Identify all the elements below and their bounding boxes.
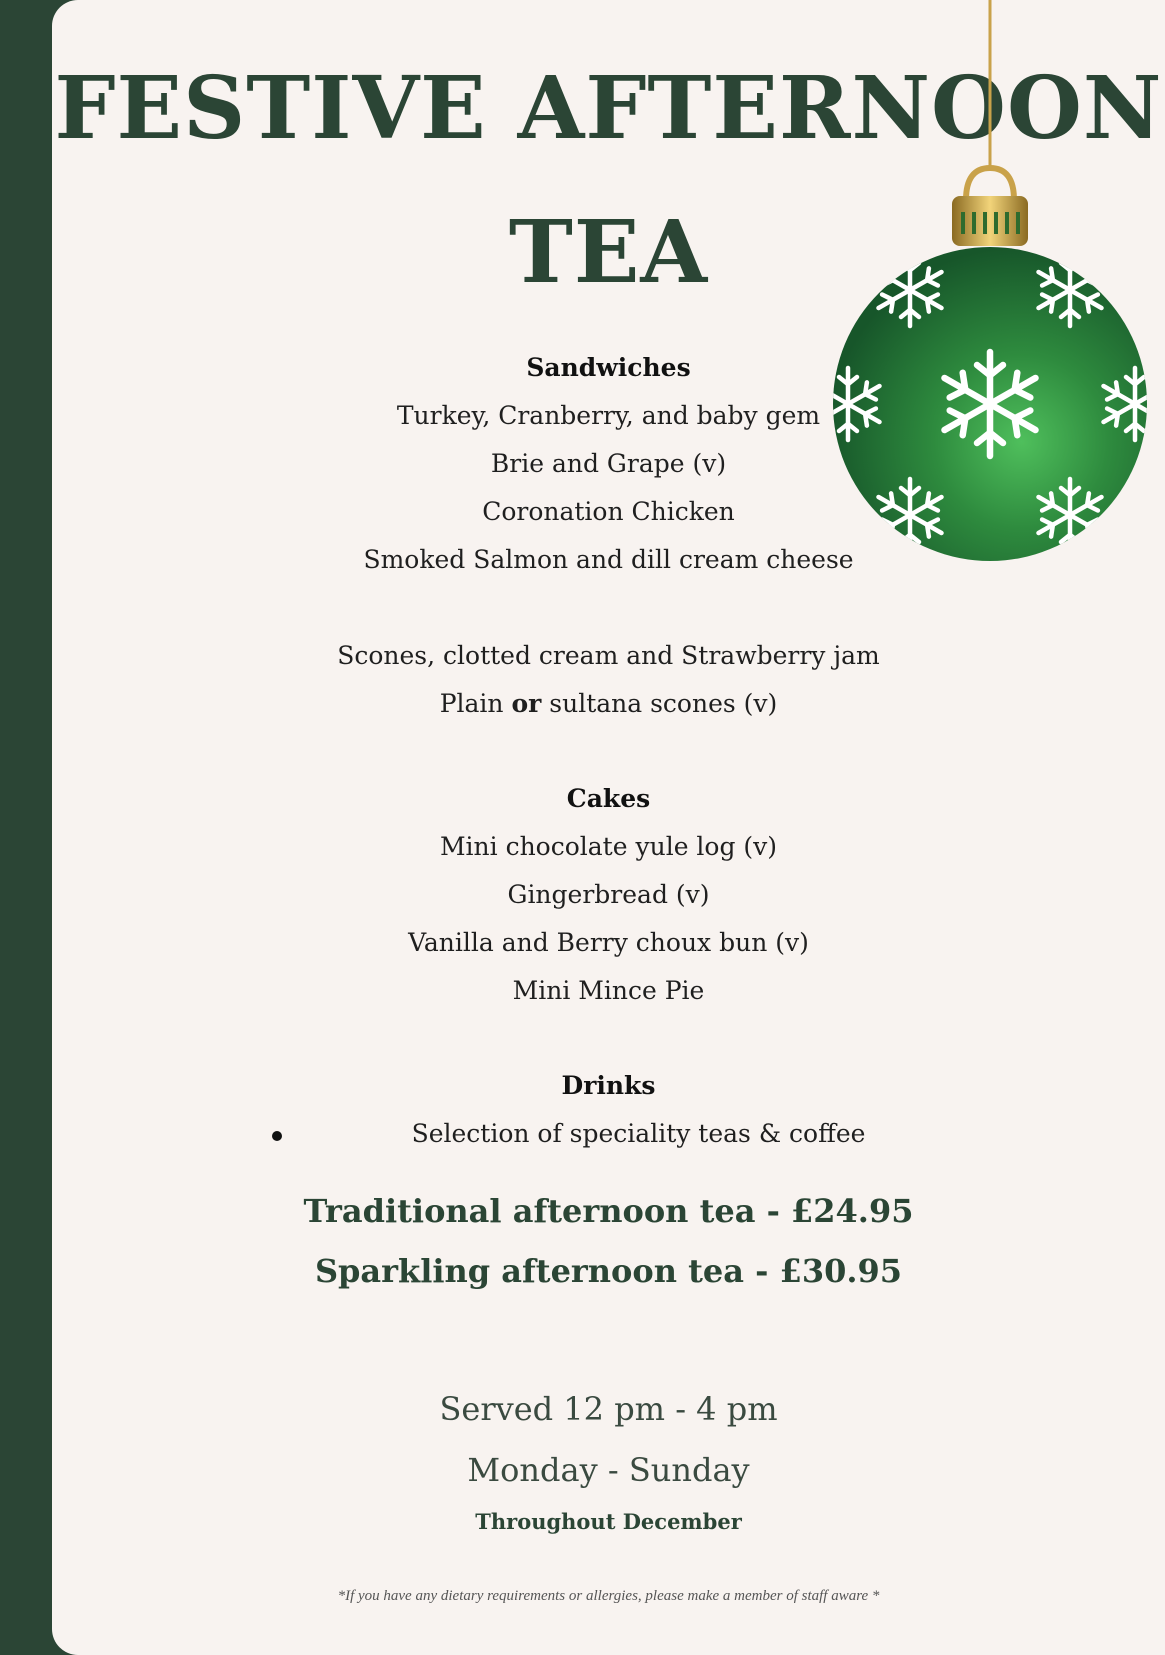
cakes-heading: Cakes <box>566 784 651 813</box>
sandwich-item: Turkey, Cranberry, and baby gem <box>396 401 821 430</box>
sandwiches-heading: Sandwiches <box>526 353 691 382</box>
price-sparkling: Sparkling afternoon tea - £30.95 <box>314 1252 903 1290</box>
sandwich-item: Coronation Chicken <box>482 497 735 526</box>
title-line-1: FESTIVE AFTERNOON <box>54 58 1163 159</box>
drinks-heading: Drinks <box>561 1071 656 1100</box>
scones-options <box>52 691 1165 716</box>
christmas-bauble-icon <box>830 0 1150 570</box>
title-line-2: TEA <box>508 202 709 303</box>
sandwich-item: Brie and Grape (v) <box>490 449 727 478</box>
scones-options-plain: Plain <box>439 689 512 718</box>
allergy-note: *If you have any dietary requirements or allergies, please make a member of staff aware * <box>337 1588 880 1604</box>
serving-hours: Served 12 pm - 4 pm <box>439 1390 778 1428</box>
price-traditional: Traditional afternoon tea - £24.95 <box>303 1192 914 1230</box>
scones-options-or: or <box>511 689 542 718</box>
serving-period: Throughout December <box>475 1509 742 1534</box>
serving-days: Monday - Sunday <box>467 1451 750 1489</box>
scones-options-sultana: sultana scones (v) <box>541 689 778 718</box>
cake-item: Gingerbread (v) <box>507 880 710 909</box>
sandwich-item: Smoked Salmon and dill cream cheese <box>363 545 854 574</box>
scones-line: Scones, clotted cream and Strawberry jam <box>337 641 880 670</box>
cake-item: Mini Mince Pie <box>512 976 705 1005</box>
cake-item: Mini chocolate yule log (v) <box>439 832 778 861</box>
drink-item: Selection of speciality teas & coffee <box>411 1119 866 1148</box>
cake-item: Vanilla and Berry choux bun (v) <box>408 928 809 957</box>
